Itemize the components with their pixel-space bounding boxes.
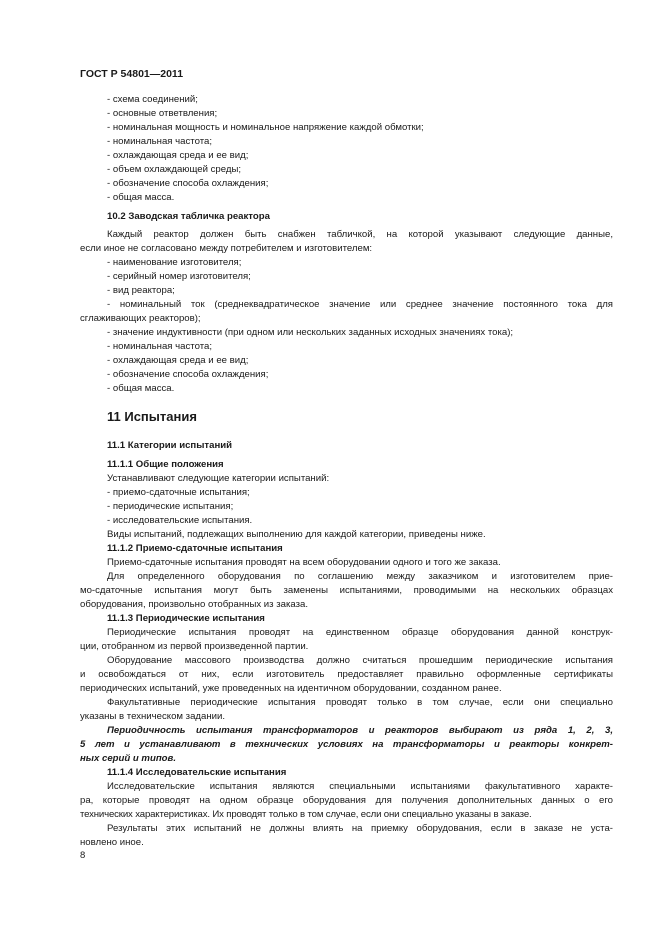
list-item: - номинальная мощность и номинальное напряжение каждой обмотки; bbox=[107, 122, 424, 133]
list-item: - номинальный ток (среднеквадратическое значение или среднее значение постоянного тока для bbox=[107, 299, 613, 310]
paragraph-line: новлено иное. bbox=[80, 837, 144, 848]
paragraph-line: Виды испытаний, подлежащих выполнению для каждой категории, приведены ниже. bbox=[107, 529, 486, 540]
paragraph-line: Приемо-сдаточные испытания проводят на всем оборудовании одного и того же заказа. bbox=[107, 557, 501, 568]
paragraph-line: Исследовательские испытания являются специальными испытаниями факультативного характе- bbox=[107, 781, 613, 792]
document-header: ГОСТ Р 54801—2011 bbox=[80, 68, 184, 80]
paragraph-line: Оборудование массового производства должно считаться прошедшим периодические испытания bbox=[107, 655, 613, 666]
paragraph-line: ции, отобранном из первой произведенной партии. bbox=[80, 641, 309, 652]
paragraph-line: и освобождаться от них, если изготовитель предоставляет правильно оформленные сертификаты bbox=[80, 669, 613, 680]
page-number: 8 bbox=[80, 850, 86, 861]
list-item: - общая масса. bbox=[107, 192, 175, 203]
paragraph-line-emphasis: ных серий и типов. bbox=[80, 753, 177, 764]
paragraph-line: Для определенного оборудования по соглашению между заказчиком и изготовителем прие- bbox=[107, 571, 613, 582]
list-item: - значение индуктивности (при одном или нескольких заданных исходных значениях тока); bbox=[107, 327, 514, 338]
paragraph-line: ра, которые проводят на одном образце оборудования для получения дополнительных данных о его bbox=[80, 795, 613, 806]
section-heading-10-2: 10.2 Заводская табличка реактора bbox=[107, 211, 270, 222]
list-item: - периодические испытания; bbox=[107, 501, 234, 512]
paragraph-line: Каждый реактор должен быть снабжен табличкой, на которой указывают следующие данные, bbox=[107, 229, 613, 240]
list-item: - обозначение способа охлаждения; bbox=[107, 178, 269, 189]
list-item: - номинальная частота; bbox=[107, 136, 213, 147]
list-item: - охлаждающая среда и ее вид; bbox=[107, 150, 249, 161]
list-item: - схема соединений; bbox=[107, 94, 198, 105]
list-item-continuation: сглаживающих реакторов); bbox=[80, 313, 201, 324]
list-item: - приемо-сдаточные испытания; bbox=[107, 487, 250, 498]
list-item: - исследовательские испытания. bbox=[107, 515, 253, 526]
section-heading-11: 11 Испытания bbox=[107, 409, 197, 424]
paragraph-line-emphasis: 5 лет и устанавливают в технических условиях на трансформаторы и реакторы конкрет- bbox=[80, 739, 613, 750]
paragraph-line: мо-сдаточные испытания могут быть заменены испытаниями, проводимыми на нескольких образцах bbox=[80, 585, 613, 596]
paragraph-line: оборудования, произвольно отобранных из заказа. bbox=[80, 599, 309, 610]
paragraph-line: если иное не согласовано между потребителем и изготовителем: bbox=[80, 243, 373, 254]
section-heading-11-1-2: 11.1.2 Приемо-сдаточные испытания bbox=[107, 543, 283, 554]
paragraph-line: Периодические испытания проводят на единственном образце оборудования данной конструк- bbox=[107, 627, 613, 638]
section-heading-11-1: 11.1 Категории испытаний bbox=[107, 440, 233, 451]
section-heading-11-1-1: 11.1.1 Общие положения bbox=[107, 459, 224, 470]
paragraph-line: указаны в техническом задании. bbox=[80, 711, 226, 722]
list-item: - номинальная частота; bbox=[107, 341, 213, 352]
paragraph-line: технических характеристиках. Их проводят только в том случае, если они специально указаны в заказе. bbox=[80, 809, 532, 820]
paragraph-line: Результаты этих испытаний не должны влиять на приемку оборудования, если в заказе не уста- bbox=[107, 823, 613, 834]
list-item: - основные ответвления; bbox=[107, 108, 218, 119]
section-heading-11-1-3: 11.1.3 Периодические испытания bbox=[107, 613, 265, 624]
list-item: - вид реактора; bbox=[107, 285, 175, 296]
paragraph-line: Устанавливают следующие категории испытаний: bbox=[107, 473, 330, 484]
paragraph-line: Факультативные периодические испытания проводят только в том случае, если они специально bbox=[107, 697, 613, 708]
list-item: - наименование изготовителя; bbox=[107, 257, 242, 268]
list-item: - объем охлаждающей среды; bbox=[107, 164, 242, 175]
section-heading-11-1-4: 11.1.4 Исследовательские испытания bbox=[107, 767, 287, 778]
list-item: - охлаждающая среда и ее вид; bbox=[107, 355, 249, 366]
list-item: - серийный номер изготовителя; bbox=[107, 271, 251, 282]
list-item: - обозначение способа охлаждения; bbox=[107, 369, 269, 380]
paragraph-line-emphasis: Периодичность испытания трансформаторов и реакторов выбирают из ряда 1, 2, 3, bbox=[107, 725, 613, 736]
paragraph-line: периодических испытаний, уже проведенных на идентичном оборудовании, созданном ранее. bbox=[80, 683, 502, 694]
list-item: - общая масса. bbox=[107, 383, 175, 394]
